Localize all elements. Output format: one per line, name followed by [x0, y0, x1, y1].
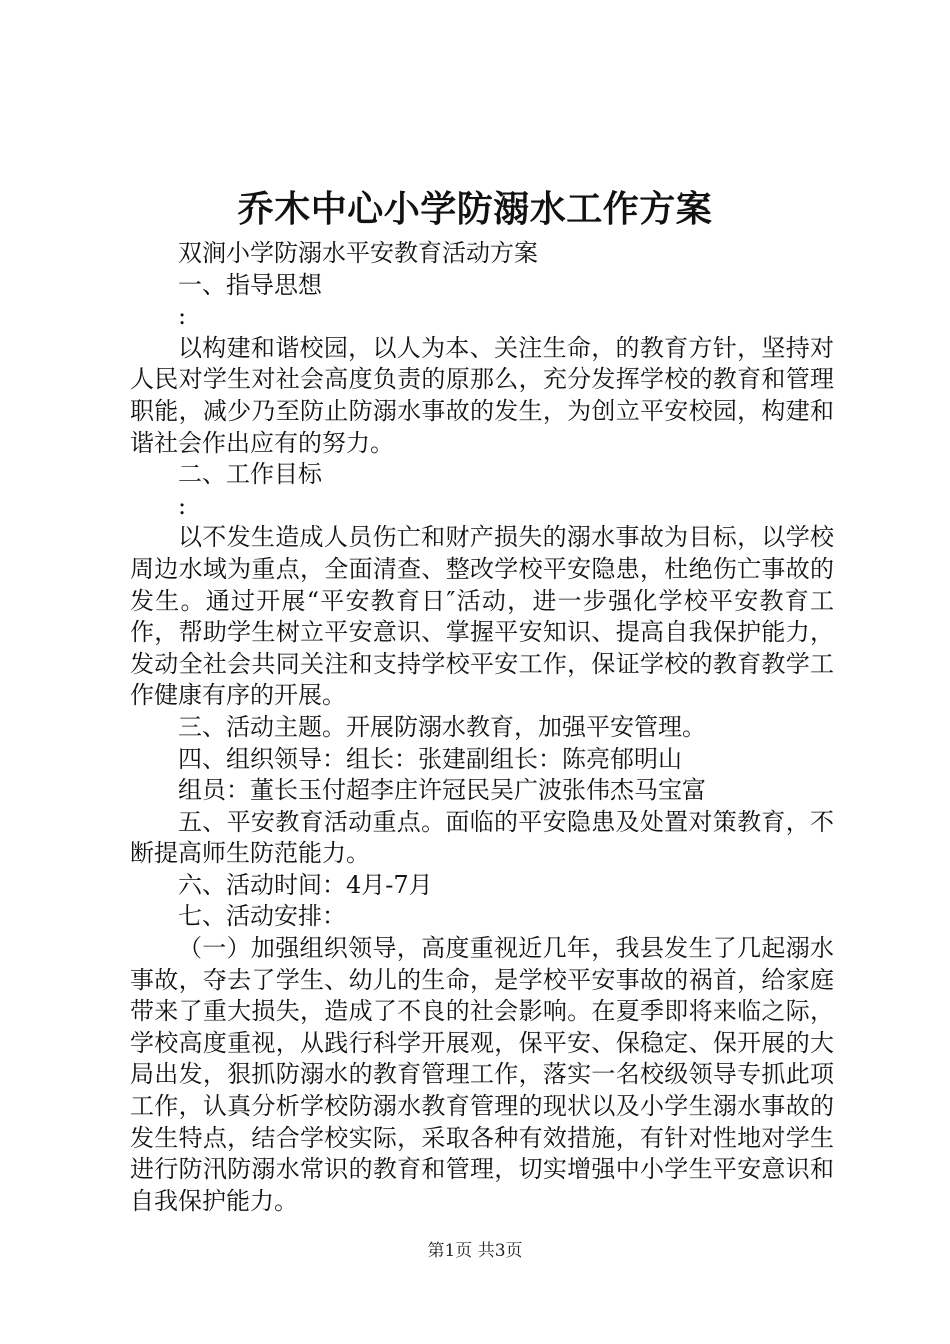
section-heading-work-goals: 二、工作目标: [178, 460, 322, 489]
section-heading-theme: 三、活动主题。开展防溺水教育，加强平安管理。: [178, 712, 706, 741]
colon-line: :: [178, 491, 187, 520]
body-paragraph: 以构建和谐校园，以人为本、关注生命，的教育方针，坚持对人民对学生对社会高度负责的原那么，充分发挥学校的教育和管理职能，减少乃至防止防溺水事故的发生，为创立平安校园，构建和谐社会作出应有的努力。: [130, 333, 834, 457]
body-paragraph: （一）加强组织领导，高度重视近几年，我县发生了几起溺水事故，夺去了学生、幼儿的生命，是学校平安事故的祸首，给家庭带来了重大损失，造成了不良的社会影响。在夏季即将来临之际，学校高度重视，从践行科学开展观，保平安、保稳定、保开展的大局出发，狠抓防溺水的教育管理工作，落实一名校级领导专抓此项工作，认真分析学校防溺水教育管理的现状以及小学生溺水事故的发生特点，结合学校实际，采取各种有效措施，有针对性地对学生进行防汛防溺水常识的教育和管理，切实增强中小学生平安意识和自我保护能力。: [130, 934, 834, 1215]
section-heading-arrangement: 七、活动安排：: [178, 902, 346, 931]
section-heading-focus: 五、平安教育活动重点。面临的平安隐患及处置对策教育，不断提高师生防范能力。: [130, 807, 834, 868]
members-line: 组员：董长玉付超李庄许冠民吴广波张伟杰马宝富: [178, 776, 706, 805]
colon-line: :: [178, 302, 187, 331]
document-title: 乔木中心小学防溺水工作方案: [237, 188, 713, 230]
page-footer: 第1页 共3页: [427, 1241, 523, 1261]
subtitle-paragraph: 双涧小学防溺水平安教育活动方案: [178, 239, 538, 267]
section-heading-organization: 四、组织领导：组长：张建副组长：陈亮郁明山: [178, 744, 682, 773]
section-heading-time: 六、活动时间：4月-7月: [178, 870, 433, 899]
body-paragraph: 以不发生造成人员伤亡和财产损失的溺水事故为目标，以学校周边水域为重点，全面清查、整改学校平安隐患，杜绝伤亡事故的发生。通过开展“平安教育日″活动，进一步强化学校平安教育工作，帮助学生树立平安意识、掌握平安知识、提高自我保护能力，发动全社会共同关注和支持学校平安工作，保证学校的教育教学工作健康有序的开展。: [130, 523, 834, 710]
section-heading-guiding-ideology: 一、指导思想: [178, 270, 322, 299]
document-body: [130, 238, 834, 1217]
